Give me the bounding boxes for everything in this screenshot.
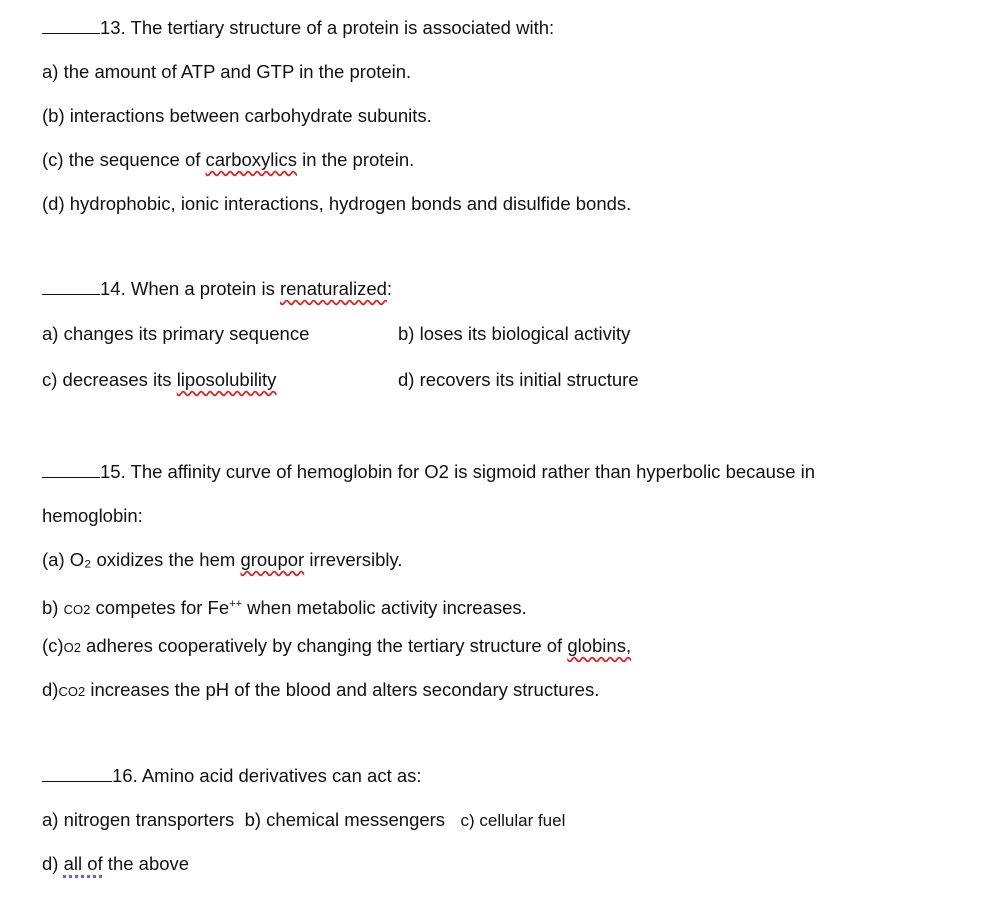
answer-blank[interactable] bbox=[42, 461, 100, 478]
text: O2 bbox=[63, 640, 81, 655]
q16-title bbox=[42, 764, 422, 788]
q14-option-a: a) changes its primary sequence bbox=[42, 323, 310, 344]
misspelled-word: groupor bbox=[240, 549, 305, 570]
answer-blank[interactable] bbox=[42, 278, 100, 295]
q13-text: 13. The tertiary structure of a protein is associated with: bbox=[100, 17, 555, 38]
q13-option-a: a) the amount of ATP and GTP in the protein. bbox=[42, 61, 412, 82]
q13-option-d: (d) hydrophobic, ionic interactions, hydrogen bonds and disulfide bonds. bbox=[42, 193, 632, 214]
misspelled-word: renaturalized bbox=[279, 278, 387, 299]
text: adheres cooperatively by changing the tertiary structure of bbox=[80, 635, 568, 656]
q15-option-c bbox=[42, 634, 631, 660]
q15-option-a bbox=[42, 548, 403, 572]
text: (c) the sequence of bbox=[42, 149, 206, 170]
text: increases the pH of the blood and alters secondary structures. bbox=[85, 679, 600, 700]
q14-option-b: b) loses its biological activity bbox=[398, 323, 631, 344]
text: irreversibly. bbox=[304, 549, 403, 570]
answer-blank[interactable] bbox=[42, 17, 100, 34]
q15-option-b bbox=[42, 592, 527, 622]
superscript: ++ bbox=[229, 598, 242, 610]
text: d) bbox=[42, 853, 64, 874]
q13-option-b: (b) interactions between carbohydrate subunits. bbox=[42, 105, 432, 126]
q16-option-d bbox=[42, 852, 189, 876]
text: competes for Fe bbox=[90, 597, 230, 619]
q15-title-cont: hemoglobin: bbox=[42, 505, 143, 526]
grammar-flagged-word: all of bbox=[63, 853, 103, 874]
q13-title bbox=[42, 16, 554, 40]
q16-options bbox=[42, 808, 565, 833]
text: the above bbox=[102, 853, 190, 874]
misspelled-word: globins, bbox=[567, 635, 632, 656]
q14-option-d: d) recovers its initial structure bbox=[398, 369, 639, 390]
text: 16. Amino acid derivatives can act as: bbox=[112, 765, 422, 786]
text: CO2 bbox=[63, 602, 91, 618]
text: CO2 bbox=[58, 684, 86, 699]
q14-option-c bbox=[42, 368, 276, 392]
text: d) bbox=[42, 679, 59, 700]
text: in the protein. bbox=[297, 149, 415, 170]
text: c) cellular fuel bbox=[460, 811, 566, 830]
text: 15. The affinity curve of hemoglobin for O2 is sigmoid rather than hyperbolic because in bbox=[100, 461, 816, 482]
text: a) nitrogen transporters b) chemical messengers bbox=[42, 809, 461, 830]
text: (c) bbox=[42, 635, 64, 656]
text: b) bbox=[42, 597, 64, 619]
misspelled-word: liposolubility bbox=[176, 369, 277, 390]
text: (a) O₂ oxidizes the hem bbox=[42, 549, 241, 570]
q15-title bbox=[42, 460, 815, 484]
q13-option-c bbox=[42, 148, 414, 172]
misspelled-word: carboxylics bbox=[205, 149, 298, 170]
answer-blank[interactable] bbox=[42, 765, 112, 782]
text: 14. When a protein is bbox=[100, 278, 280, 299]
q15-option-d bbox=[42, 678, 599, 704]
q14-title: 14. When a protein is renaturalized: bbox=[42, 277, 392, 301]
text: c) decreases its bbox=[42, 369, 177, 390]
text: when metabolic activity increases. bbox=[242, 597, 527, 619]
